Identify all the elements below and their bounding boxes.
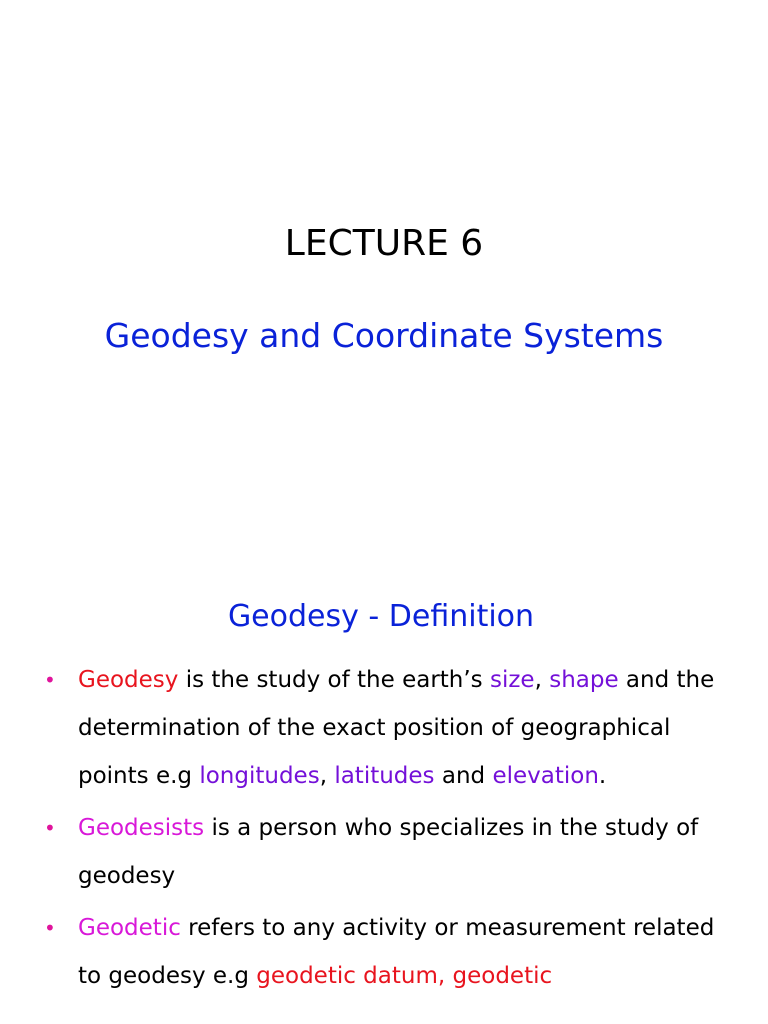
- bullet-marker: •: [44, 916, 56, 940]
- definition-bullet-list: [0, 656, 768, 1004]
- definition-heading: Geodesy - Definition: [227, 599, 535, 634]
- bullet-text: ,: [319, 763, 335, 789]
- highlighted-term: shape: [549, 667, 619, 693]
- bullet-marker: •: [44, 816, 56, 840]
- bullet-text: is the study of the earth’s: [178, 667, 490, 693]
- bullet-marker: •: [44, 668, 56, 692]
- highlighted-term: elevation: [492, 763, 599, 789]
- highlighted-term: latitudes: [334, 763, 435, 789]
- highlighted-term: size: [489, 667, 535, 693]
- bullet-item: [0, 656, 768, 800]
- bullet-text: and the determination of the exact position of geographical points e.g: [78, 667, 715, 789]
- lecture-subtitle: Geodesy and Coordinate Systems: [104, 316, 664, 355]
- highlighted-term: Geodesists: [78, 815, 205, 841]
- highlighted-term: Geodetic: [78, 915, 181, 941]
- highlighted-term: longitudes: [199, 763, 320, 789]
- bullet-text: and: [434, 763, 493, 789]
- bullet-item: [0, 804, 768, 900]
- bullet-item: [0, 904, 768, 1000]
- highlighted-term: geodetic datum, geodetic: [256, 963, 553, 989]
- highlighted-term: Geodesy: [78, 667, 179, 693]
- bullet-text: .: [598, 763, 607, 789]
- bullet-text: is a person who specializes in the study of geodesy: [78, 815, 699, 889]
- bullet-text: refers to any activity or measurement related to geodesy e.g: [78, 915, 715, 989]
- lecture-title: LECTURE 6: [284, 223, 484, 264]
- bullet-text: ,: [534, 667, 550, 693]
